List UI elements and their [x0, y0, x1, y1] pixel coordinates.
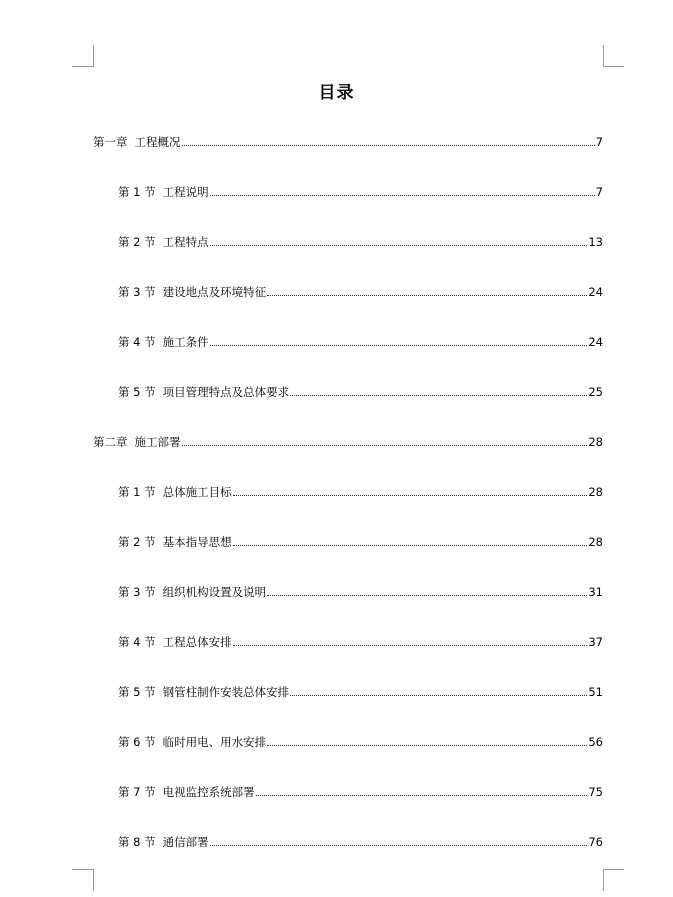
toc-entry-number: 第 6 节 — [118, 735, 156, 749]
toc-dot-leader — [290, 395, 587, 396]
toc-entry[interactable] — [118, 533, 603, 549]
toc-entry-page-number: 7 — [595, 185, 603, 199]
toc-dot-leader — [267, 595, 587, 596]
toc-entry-number: 第二章 — [93, 435, 128, 449]
toc-entry-title: 钢管柱制作安装总体安排 — [162, 685, 290, 699]
toc-dot-leader — [267, 745, 587, 746]
toc-entry-title: 工程概况 — [134, 135, 181, 149]
toc-entry-number: 第 4 节 — [118, 635, 156, 649]
toc-entry-title: 组织机构设置及说明 — [162, 585, 267, 599]
toc-entry-number: 第 8 节 — [118, 835, 156, 849]
toc-entry-page-number: 51 — [588, 685, 603, 699]
toc-entry-number: 第 2 节 — [118, 235, 156, 249]
toc-entry-title: 临时用电、用水安排 — [162, 735, 267, 749]
toc-entry-title: 施工条件 — [162, 335, 209, 349]
toc-entry[interactable] — [93, 133, 603, 149]
toc-dot-leader — [210, 845, 588, 846]
toc-entry[interactable] — [118, 333, 603, 349]
toc-dot-leader — [210, 245, 588, 246]
toc-entry[interactable] — [118, 233, 603, 249]
toc-entry-page-number: 25 — [588, 385, 603, 399]
toc-entry[interactable] — [118, 733, 603, 749]
toc-entry[interactable] — [118, 783, 603, 799]
toc-entry-page-number: 13 — [588, 235, 603, 249]
toc-entry-page-number: 28 — [588, 435, 603, 449]
toc-entry-number: 第 7 节 — [118, 785, 156, 799]
toc-entry-title: 总体施工目标 — [162, 485, 232, 499]
toc-entry[interactable] — [118, 483, 603, 499]
toc-entry-title: 项目管理特点及总体要求 — [162, 385, 290, 399]
toc-entry-page-number: 28 — [588, 535, 603, 549]
toc-entry-number: 第 3 节 — [118, 585, 156, 599]
toc-entry-title: 工程总体安排 — [162, 635, 232, 649]
toc-entry[interactable] — [118, 583, 603, 599]
toc-entry-page-number: 37 — [588, 635, 603, 649]
toc-entry-page-number: 56 — [588, 735, 603, 749]
toc-entry[interactable] — [118, 633, 603, 649]
toc-dot-leader — [210, 345, 588, 346]
toc-entry-page-number: 76 — [588, 835, 603, 849]
toc-entry-page-number: 75 — [588, 785, 603, 799]
toc-entry-number: 第一章 — [93, 135, 128, 149]
toc-entry-title: 建设地点及环境特征 — [162, 285, 267, 299]
toc-entry-number: 第 5 节 — [118, 385, 156, 399]
toc-entry-number: 第 3 节 — [118, 285, 156, 299]
toc-dot-leader — [233, 495, 588, 496]
toc-dot-leader — [210, 195, 595, 196]
toc-dot-leader — [290, 695, 587, 696]
toc-entry-number: 第 1 节 — [118, 185, 156, 199]
toc-entry-title: 电视监控系统部署 — [162, 785, 255, 799]
toc-entry[interactable] — [118, 183, 603, 199]
toc-dot-leader — [182, 445, 588, 446]
toc-entry-page-number: 28 — [588, 485, 603, 499]
toc-entry-title: 工程特点 — [162, 235, 209, 249]
toc-dot-leader — [267, 295, 587, 296]
toc-entry-title: 基本指导思想 — [162, 535, 232, 549]
toc-dot-leader — [182, 145, 595, 146]
toc-dot-leader — [256, 795, 588, 796]
toc-entry-number: 第 5 节 — [118, 685, 156, 699]
toc-entry-number: 第 2 节 — [118, 535, 156, 549]
toc-entry-page-number: 7 — [595, 135, 603, 149]
toc-entry[interactable] — [118, 833, 603, 849]
toc-entry-number: 第 4 节 — [118, 335, 156, 349]
toc-entry-title: 通信部署 — [162, 835, 209, 849]
toc-entry-number: 第 1 节 — [118, 485, 156, 499]
toc-entry-page-number: 24 — [588, 285, 603, 299]
toc-entry-title: 施工部署 — [134, 435, 181, 449]
page-title: 目录 — [318, 83, 355, 103]
toc-dot-leader — [233, 545, 588, 546]
toc-entry[interactable] — [93, 433, 603, 449]
toc-dot-leader — [233, 645, 588, 646]
toc-entry[interactable] — [118, 283, 603, 299]
toc-entry[interactable] — [118, 683, 603, 699]
toc-entry-title: 工程说明 — [162, 185, 209, 199]
toc-entry-page-number: 24 — [588, 335, 603, 349]
toc-entry-page-number: 31 — [588, 585, 603, 599]
toc-entry[interactable] — [118, 383, 603, 399]
